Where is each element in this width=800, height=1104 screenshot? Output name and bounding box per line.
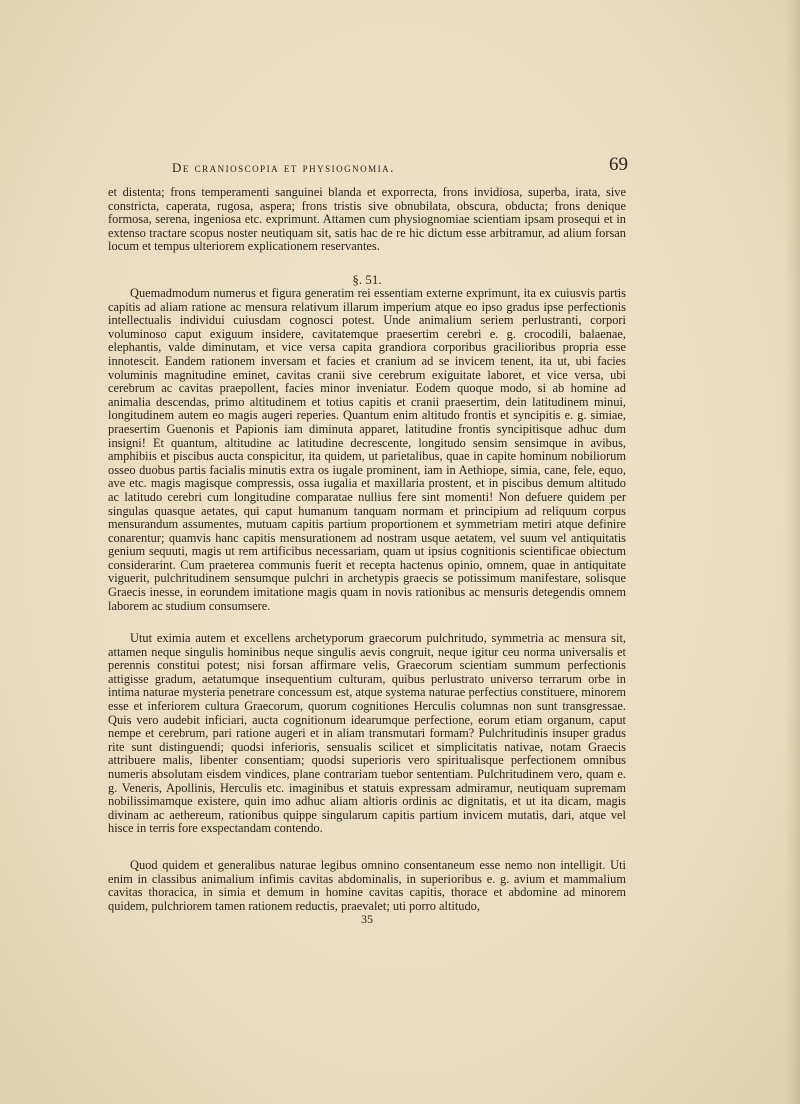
paragraph-natural-laws: Quod quidem et generalibus naturae legibus omnino consentaneum esse nemo non intelligit. Uti enim in classibus animalium infimis cavitas abdominalis, in superioribus e. g. avium et mammalium cavitas thoracica, in simia et demum in homine cavitas capitis, thorace et abdomine ad minorem quidem, pulchriorem tamen rationem reductis, praevalet; uti porro altitudo,: [108, 858, 626, 913]
running-title: De cranioscopia et physiognomia.: [172, 160, 395, 175]
paragraph-continuation: et distenta; frons temperamenti sanguinei blanda et exporrecta, frons invidiosa, superba, irata, sive constricta, caperata, rugosa, aspera; frons tristis sive obnubilata, obscura, obducta; frons denique formosa, serena, ingeniosa etc. exprimunt. Attamen cum physiognomiae scientiam ipsam prosequi et in extenso tractare scopus noster neutiquam sit, satis hac de re hic dictum esse arbitramur, ad alium forsan locum et tempus ulteriorem explicationem reservantes.: [108, 185, 626, 254]
section-heading: §. 51.: [352, 272, 382, 287]
paragraph-greek-beauty: Utut eximia autem et excellens archetyporum graecorum pulchritudo, symmetria ac mensura sit, attamen neque singulis hominibus neque singulis aevis congruit, neque igitur ceu norma universalis et perennis constitui potest; nisi forsan affirmare velis, Graecorum scientiam summum perfectionis attigisse gradum, aetatumque insequentium culturam, quibus perlustrato universo terrarum orbe in intima naturae mysteria penetrare concessum est, atque systema naturae perfectius constituere, minorem esse et inferiorem cultura Graecorum, quorum cognitiones Herculis columnas non sunt transgressae. Quis vero audebit inficiari, aucta cognitionum idearumque perfectione, eorum etiam organum, caput nempe et cerebrum, pari ratione augeri et in aliam transmutari formam? Pulchritudinis insuper gradus rite sunt distinguendi; quodsi inferioris, sensualis scilicet et simplicitatis nativae, notam Graecis attribuere malis, libenter consentiam; quodsi superioris vero spiritualisque perfectionem omnibus numeris absolutam eisdem vindices, plane contrariam tuebor sententiam. Pulchritudinem vero, quam e. g. Veneris, Apollinis, Herculis etc. imaginibus et statuis expressam admiramur, neutiquam supremam nobilissimamque existere, quin imo adhuc aliam altioris ordinis ac dignitatis, et ut ita dicam, magis divinam ac aethereum, rationibus quippe singularum capitis partium invicem mutatis, dari, atque vel hisce in terris fore exspectandam contendo.: [108, 631, 626, 836]
running-header: [172, 154, 628, 176]
signature-mark: 35: [361, 912, 373, 926]
page-edge-shadow: [786, 0, 800, 1104]
paragraph-section-51: Quemadmodum numerus et figura generatim rei essentiam externe exprimunt, ita ex cuiusvis partis capitis ad aliam ratione ac mensura relativum illarum imperium atque eo ipso gradus ipse perfectionis intellectualis individui cuiusdam cognosci potest. Unde animalium seriem perlustranti, corpori voluminoso caput exiguum insidere, cavitatemque praesertim cerebri e. g. crocodili, balaenae, elephantis, valde diminutam, et vice versa capita grandiora corporibus gracilioribus propria esse innotescit. Eandem rationem inversam et facies et cranium ad se invicem tenent, ita ut, ubi facies voluminis magnitudine eminet, cavitas cranii sive cerebrum exiguitate laboret, et vice versa, ubi cerebrum ac cavitas praepollent, facies minor inveniatur. Eodem quoque modo, si ab homine ad animalia descendas, primo altitudinem et totius capitis et cranii praesertim, dein latitudinem minui, longitudinem autem eo magis augeri reperies. Quantum enim altitudo frontis et syncipitis e. g. simiae, praesertim Guenonis et Papionis iam diminuta apparet, latitudine frontis syncipitisque adhuc dum insigni! Et quantum, altitudine ac latitudine decrescente, longitudo sensim sensimque in avibus, amphibiis et piscibus aucta conspicitur, ita quidem, ut parietalibus, quae in capite hominum nobiliorum osseo duobus partis facialis minutis extra os iugale prominent, iam in Aethiope, simia, cane, fele, equo, ave etc. magis magisque compressis, ossa iugalia et maxillaria prostent, et in piscibus demum altitudo ac latitudo cerebri cum longitudine comparatae nullius fere sint momenti! Non defuere quidem per singulas quasque aetates, qui caput humanum tanquam normam et principium ad reliquum corpus mensurandum assumentes, mutuam capitis partium proportionem et symmetriam metiri atque definire conarentur; quamvis hanc capitis mensurationem ad nostram usque aetatem, vel suum vel antiquitatis genium sequuti, magis ut rem artificibus necessariam, quam ut ipsius cognitionis scientificae obiectum considerarint. Cum praeterea communis fuerit et recepta hactenus opinio, omnem, quae in antiquitate viguerit, pulchritudinem sensumque pulchri in archetypis graecis se potissimum manifestare, solisque Graecis inesse, in eorundem imitatione magis quam in novis rationibus ac mensuris detegendis omnem laborem ac studium consumsere.: [108, 286, 626, 613]
page-number: 69: [609, 154, 628, 175]
